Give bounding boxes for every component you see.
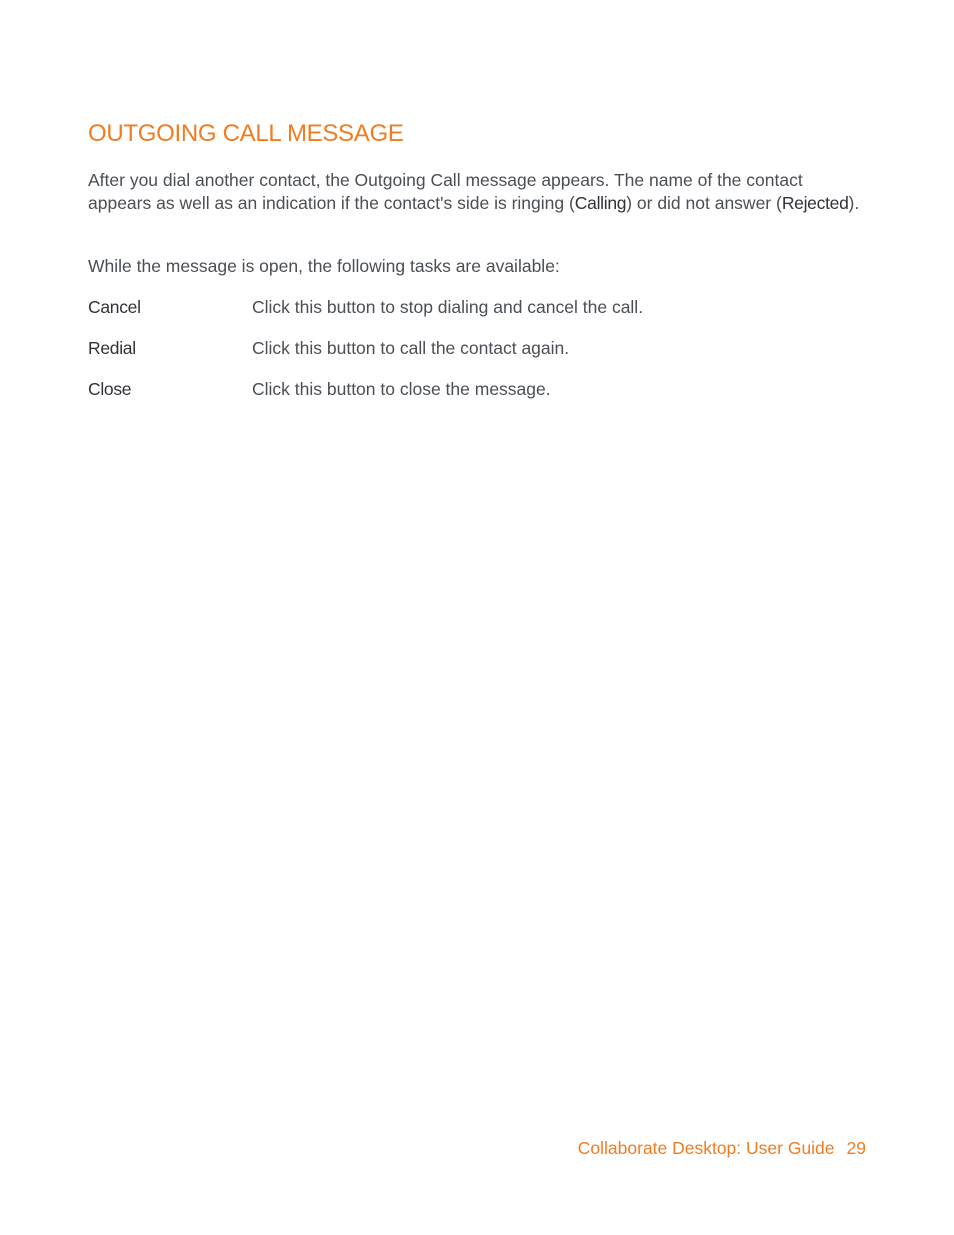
task-row-redial	[88, 337, 868, 361]
section-title: OUTGOING CALL MESSAGE	[88, 120, 404, 147]
intro-paragraph	[88, 169, 868, 214]
intro-text-2: ) or did not answer (	[626, 192, 782, 213]
footer-page-number: 29	[846, 1138, 866, 1158]
rejected-term: Rejected	[781, 192, 849, 213]
task-term-redial: Redial	[88, 338, 136, 358]
intro-text-3: ).	[848, 192, 860, 213]
task-description-close: Click this button to close the message.	[252, 379, 551, 399]
task-description-cancel: Click this button to stop dialing and cancel the call.	[252, 297, 644, 317]
task-row-close	[88, 378, 868, 402]
task-description-redial: Click this button to call the contact again.	[252, 338, 570, 358]
calling-term: Calling	[574, 192, 627, 213]
task-term-cancel: Cancel	[88, 297, 141, 317]
intro-text-1: After you dial another contact, the Outgoing Call message appears. The name of the contact appears as well as an indication if the contact's side is ringing (	[88, 170, 803, 213]
task-row-cancel	[88, 296, 868, 320]
task-term-close: Close	[88, 379, 132, 399]
page-footer	[578, 1138, 866, 1159]
tasks-intro-paragraph: While the message is open, the following tasks are available:	[88, 256, 560, 276]
footer-guide-title: Collaborate Desktop: User Guide	[577, 1138, 835, 1158]
